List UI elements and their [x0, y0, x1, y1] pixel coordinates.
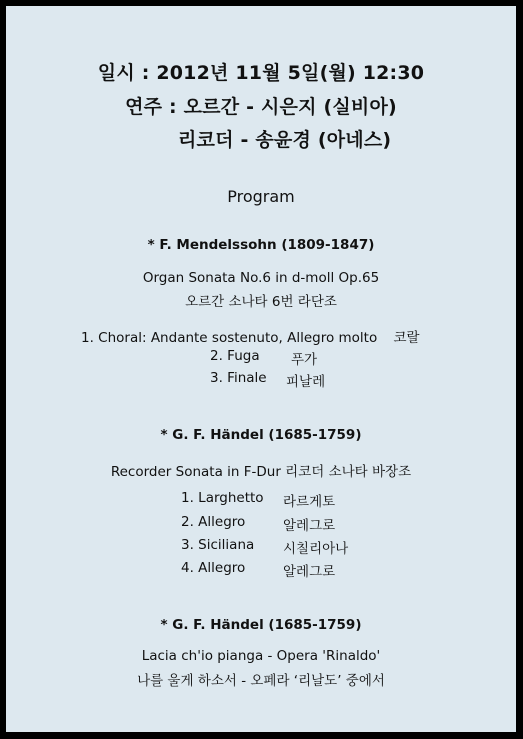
work-title: Recorder Sonata in F-Dur 리코더 소나타 바장조 [110, 464, 412, 480]
movement-korean: 시칠리아나 [283, 541, 349, 557]
movement-item [181, 514, 336, 534]
work-title: Lacia ch'io pianga - Opera 'Rinaldo' [141, 648, 381, 664]
movement-korean: 코랄 [393, 330, 420, 346]
work-title: Organ Sonata No.6 in d-moll Op.65 [142, 270, 380, 286]
performers-line-organ: 연주 : 오르간 - 시은지 (실비아) [125, 96, 397, 118]
movement-item [210, 348, 318, 368]
movement-korean: 알레그로 [283, 518, 336, 534]
movement-item [181, 560, 336, 580]
movement-item [181, 490, 336, 510]
movement-item [210, 370, 326, 390]
movement-item [81, 326, 420, 346]
movement-item [181, 537, 349, 557]
movement-label: 1. Larghetto [181, 490, 264, 506]
movement-label: 3. Siciliana [181, 537, 255, 553]
performers-line-recorder: 리코더 - 송윤경 (아네스) [178, 129, 392, 151]
work-title-korean: 오르간 소나타 6번 라단조 [185, 294, 337, 310]
movement-label: 2. Fuga [210, 348, 260, 364]
program-sheet [6, 6, 516, 732]
movement-label: 3. Finale [210, 370, 267, 386]
section-heading: * G. F. Händel (1685-1759) [160, 617, 362, 633]
movement-label: 4. Allegro [181, 560, 246, 576]
datetime-line: 일시 : 2012년 11월 5일(월) 12:30 [97, 62, 425, 84]
movement-korean: 라르게토 [283, 494, 336, 510]
movement-korean: 푸가 [291, 352, 318, 368]
work-title-korean: 나를 울게 하소서 - 오페라 ‘리날도’ 중에서 [137, 673, 385, 689]
movement-label: 1. Choral: Andante sostenuto, Allegro molto [81, 330, 378, 346]
movement-korean: 알레그로 [283, 564, 336, 580]
program-title: Program [227, 187, 295, 206]
movement-korean: 피날레 [286, 374, 326, 390]
section-heading: * F. Mendelssohn (1809-1847) [147, 237, 375, 253]
movement-label: 2. Allegro [181, 514, 246, 530]
section-heading: * G. F. Händel (1685-1759) [160, 427, 362, 443]
